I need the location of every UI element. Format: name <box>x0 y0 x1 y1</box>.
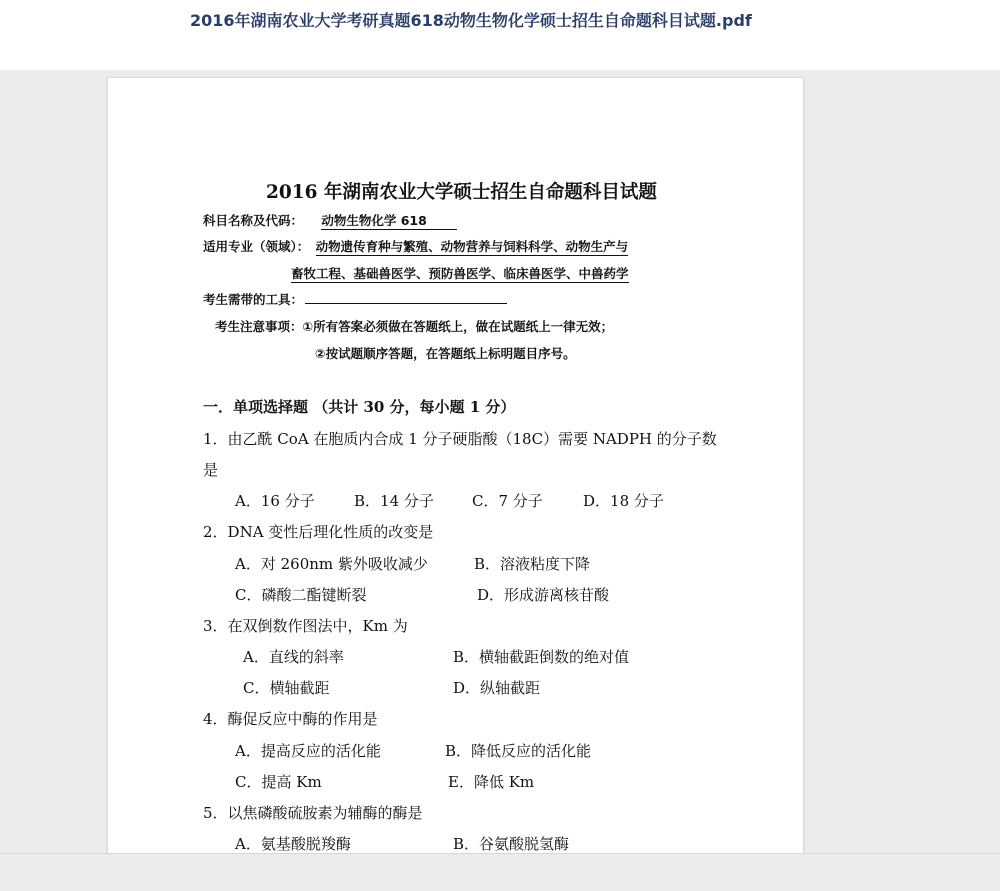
question-5-option: B．谷氨酸脱氢酶 <box>453 835 570 853</box>
viewer-header <box>0 0 1000 70</box>
subject-row <box>203 211 457 229</box>
pdf-page <box>107 77 804 879</box>
notice-row <box>215 317 613 335</box>
subject-value: 动物生物化学 618 <box>321 213 456 230</box>
major-value-line1: 动物遗传育种与繁殖、动物营养与饲料科学、动物生产与 <box>315 239 629 254</box>
question-4-option: B．降低反应的活化能 <box>445 742 592 760</box>
question-3-option: A．直线的斜率 <box>243 648 344 666</box>
notice-row-2 <box>315 344 576 362</box>
tools-blank-line <box>305 291 507 304</box>
question-4-option: E．降低 Km <box>448 773 535 791</box>
question-1-option: C．7 分子 <box>472 492 543 510</box>
section-title: 一．单项选择题 （共计 30 分，每小题 1 分） <box>203 398 516 416</box>
question-3-stem: 3．在双倒数作图法中，Km 为 <box>203 617 408 635</box>
exam-title: 2016 年湖南农业大学硕士招生自命题科目试题 <box>266 182 657 203</box>
question-1-stem-cont: 是 <box>203 461 219 479</box>
question-1-option: B．14 分子 <box>354 492 434 510</box>
tools-label: 考生需带的工具： <box>203 292 304 307</box>
question-3-option: D．纵轴截距 <box>453 679 541 697</box>
major-value-line2: 畜牧工程、基础兽医学、预防兽医学、临床兽医学、中兽药学 <box>291 266 629 281</box>
question-4-option: C．提高 Km <box>235 773 322 791</box>
question-2-option: A．对 260nm 紫外吸收减少 <box>235 555 428 573</box>
question-1-option: D．18 分子 <box>583 492 664 510</box>
question-1-stem: 1．由乙酰 CoA 在胞质内合成 1 分子硬脂酸（18C）需要 NADPH 的分子数 <box>203 430 717 448</box>
subject-label: 科目名称及代码： <box>203 213 304 228</box>
notice-label: 考生注意事项： <box>215 319 303 334</box>
question-2-option: B．溶液粘度下降 <box>474 555 591 573</box>
document-file-title[interactable]: 2016年湖南农业大学考研真题618动物生物化学硕士招生自命题科目试题.pdf <box>190 11 752 30</box>
question-3-option: C．横轴截距 <box>243 679 330 697</box>
question-4-stem: 4．酶促反应中酶的作用是 <box>203 710 378 728</box>
question-5-option: A．氨基酸脱羧酶 <box>235 835 351 853</box>
tools-row <box>203 290 507 308</box>
question-1-option: A．16 分子 <box>235 492 315 510</box>
major-label: 适用专业（领域）： <box>203 239 310 254</box>
question-2-stem: 2．DNA 变性后理化性质的改变是 <box>203 523 434 541</box>
major-row-2 <box>291 264 629 282</box>
viewer-footer-bar <box>0 853 1000 891</box>
question-5-stem: 5．以焦磷酸硫胺素为辅酶的酶是 <box>203 804 423 822</box>
question-2-option: D．形成游离核苷酸 <box>477 586 610 604</box>
question-3-option: B．横轴截距倒数的绝对值 <box>453 648 630 666</box>
notice-item-2: ②按试题顺序答题，在答题纸上标明题目序号。 <box>315 346 576 361</box>
question-4-option: A．提高反应的活化能 <box>235 742 381 760</box>
notice-item-1: ①所有答案必须做在答题纸上，做在试题纸上一律无效； <box>302 319 614 334</box>
major-row <box>203 237 628 255</box>
question-2-option: C．磷酸二酯键断裂 <box>235 586 367 604</box>
